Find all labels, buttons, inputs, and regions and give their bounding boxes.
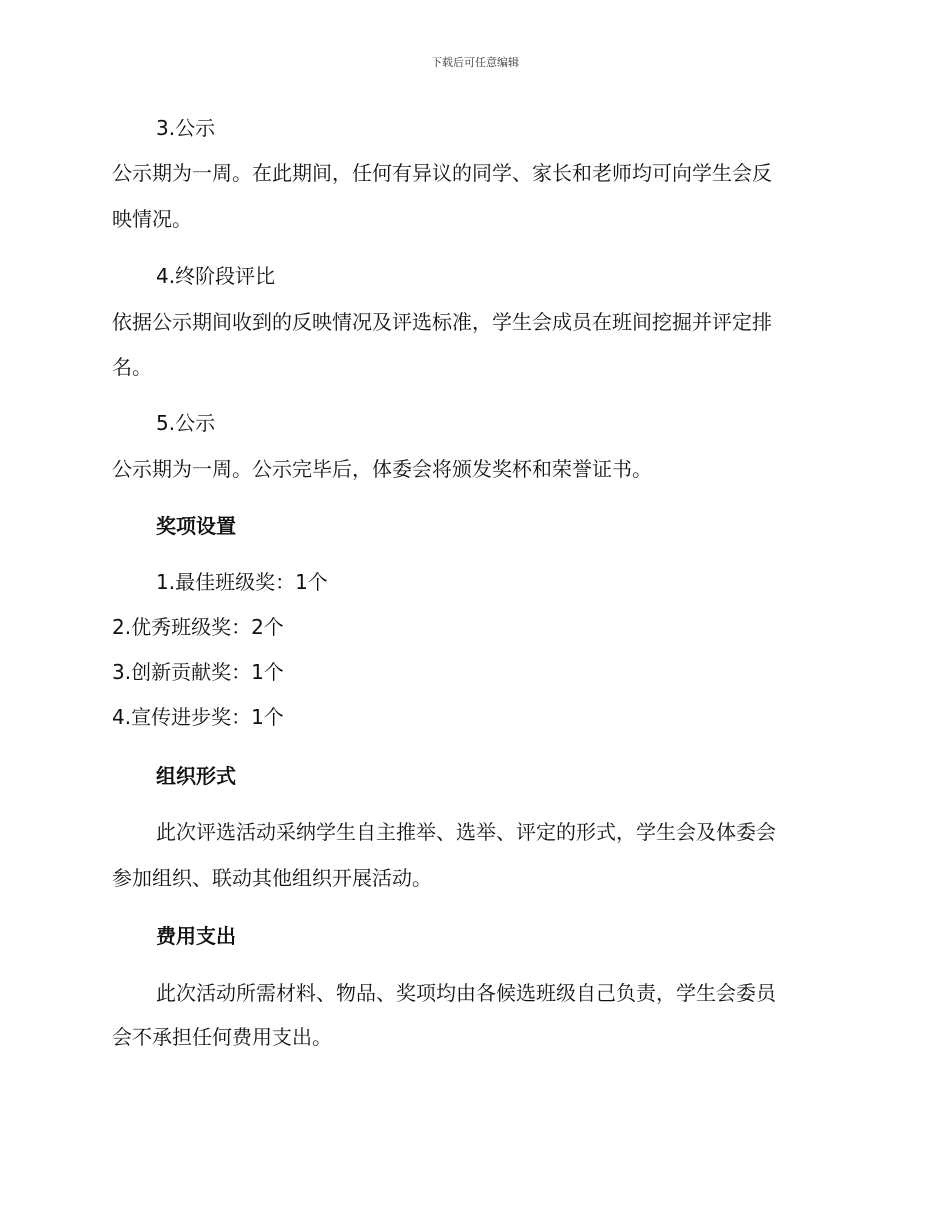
award-item: 1.最佳班级奖：1个 (156, 570, 328, 594)
expenses-text-line-1: 此次活动所需材料、物品、奖项均由各候选班级自己负责，学生会委员 (156, 981, 776, 1005)
organization-text-line-2: 参加组织、联动其他组织开展活动。 (112, 866, 432, 890)
organization-heading: 组织形式 (156, 764, 236, 788)
step-4-text-line-2: 名。 (112, 355, 152, 379)
expenses-heading: 费用支出 (156, 924, 236, 948)
award-item: 2.优秀班级奖：2个 (112, 615, 284, 639)
step-4-text-line-1: 依据公示期间收到的反映情况及评选标准，学生会成员在班间挖掘并评定排 (112, 310, 772, 334)
step-3-text-line-2: 映情况。 (112, 207, 192, 231)
step-4-title: 4.终阶段评比 (156, 264, 276, 288)
page-header-note: 下载后可任意编辑 (431, 56, 519, 69)
step-5-title: 5.公示 (156, 411, 216, 435)
step-5-text-line-1: 公示期为一周。公示完毕后，体委会将颁发奖杯和荣誉证书。 (112, 457, 652, 481)
award-item: 4.宣传进步奖：1个 (112, 705, 284, 729)
award-item: 3.创新贡献奖：1个 (112, 660, 284, 684)
organization-text-line-1: 此次评选活动采纳学生自主推举、选举、评定的形式，学生会及体委会 (156, 820, 776, 844)
awards-heading: 奖项设置 (156, 514, 236, 538)
step-3-text-line-1: 公示期为一周。在此期间，任何有异议的同学、家长和老师均可向学生会反 (112, 161, 772, 185)
expenses-text-line-2: 会不承担任何费用支出。 (112, 1025, 332, 1049)
step-3-title: 3.公示 (156, 116, 216, 140)
